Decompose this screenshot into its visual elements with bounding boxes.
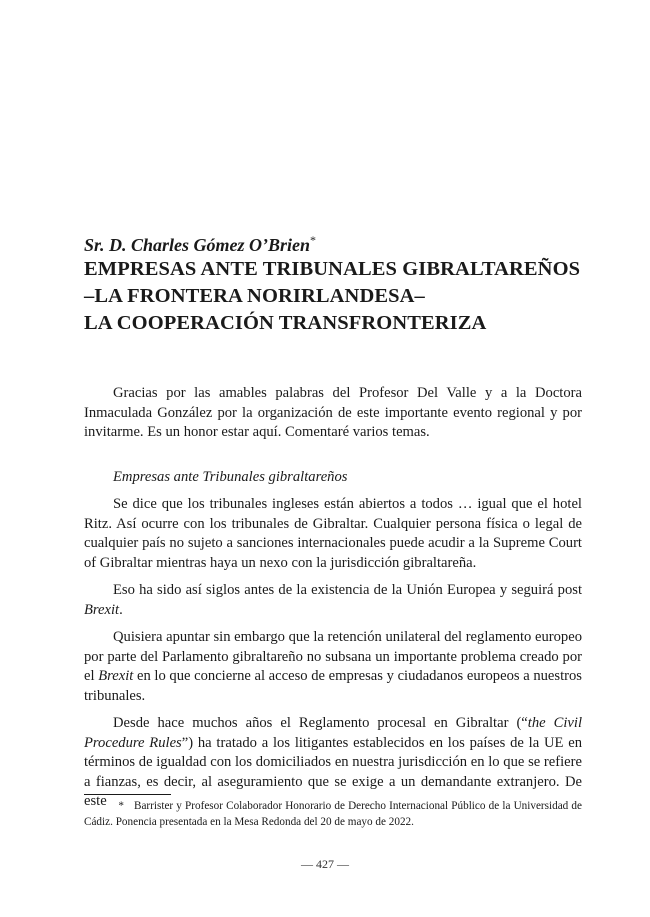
title-line-1: EMPRESAS ANTE TRIBUNALES GIBRALTAREÑOS xyxy=(84,258,581,280)
paper-title xyxy=(84,256,604,337)
paragraph-2-end: . xyxy=(119,601,123,618)
paragraph-2-text: Eso ha sido así siglos antes de la existencia de la Unión Europea y seguirá post xyxy=(113,582,582,598)
paragraph-2 xyxy=(84,581,582,620)
paragraph-4-end: ”) ha tratado a los litigantes establecidos en los países de la UE en términos de igualdad con los domiciliados en nuestra jurisdicción en lo que se refiere a fianzas, es decir, al aseguramiento que se exige a un demandante extranjero. De este xyxy=(84,734,582,809)
author-line xyxy=(84,229,584,256)
author-footnote-mark: * xyxy=(310,233,317,247)
intro-block xyxy=(84,384,582,443)
paragraph-3-italic: Brexit xyxy=(98,668,134,684)
intro-paragraph: Gracias por las amables palabras del Profesor Del Valle y a la Doctora Inmaculada González por la organización de este importante evento regional y por invitarme. Es un honor estar aquí. Comentaré varios temas. xyxy=(84,385,582,440)
paragraph-2-italic: Brexit xyxy=(84,601,120,618)
title-line-2: –LA FRONTERA NORIRLANDESA– xyxy=(84,285,425,307)
author-name: Sr. D. Charles Gómez O’Brien xyxy=(84,235,311,255)
page-number: — 427 — xyxy=(301,857,349,871)
footnote-divider xyxy=(84,794,171,795)
paragraph-1: Se dice que los tribunales ingleses están abiertos a todos … igual que el hotel Ritz. Así ocurre con los tribunales de Gibraltar. Cualquier persona física o legal de cualquier país no sujeto a sanciones internacionales puede acudir a la Supreme Court of Gibraltar mientras haya un nexo con la jurisdicción gibraltareña. xyxy=(84,496,582,571)
body-block xyxy=(84,495,582,812)
title-line-3: LA COOPERACIÓN TRANSFRONTERIZA xyxy=(84,312,487,334)
footnote-mark: * xyxy=(118,800,124,812)
paragraph-3 xyxy=(84,628,582,706)
footnote xyxy=(84,798,582,830)
paragraph-3-end: en lo que concierne al acceso de empresas y ciudadanos europeos a nuestros tribunales. xyxy=(84,668,582,704)
section-heading: Empresas ante Tribunales gibraltareños xyxy=(113,469,348,485)
paragraph-3-text: Quisiera apuntar sin embargo que la retención unilateral del reglamento europeo por parte del Parlamento gibraltareño no subsana un importante problema creado por el xyxy=(84,629,582,684)
paragraph-4 xyxy=(84,714,582,812)
paragraph-4-text: Desde hace muchos años el Reglamento procesal en Gibraltar (“ xyxy=(113,715,528,731)
paragraph-4-italic: the Civil Procedure Rules xyxy=(84,715,582,751)
footnote-text: Barrister y Profesor Colaborador Honorario de Derecho Internacional Público de la Universidad de Cádiz. Ponencia presentada en la Mesa Redonda del 20 de mayo de 2022. xyxy=(84,800,582,828)
